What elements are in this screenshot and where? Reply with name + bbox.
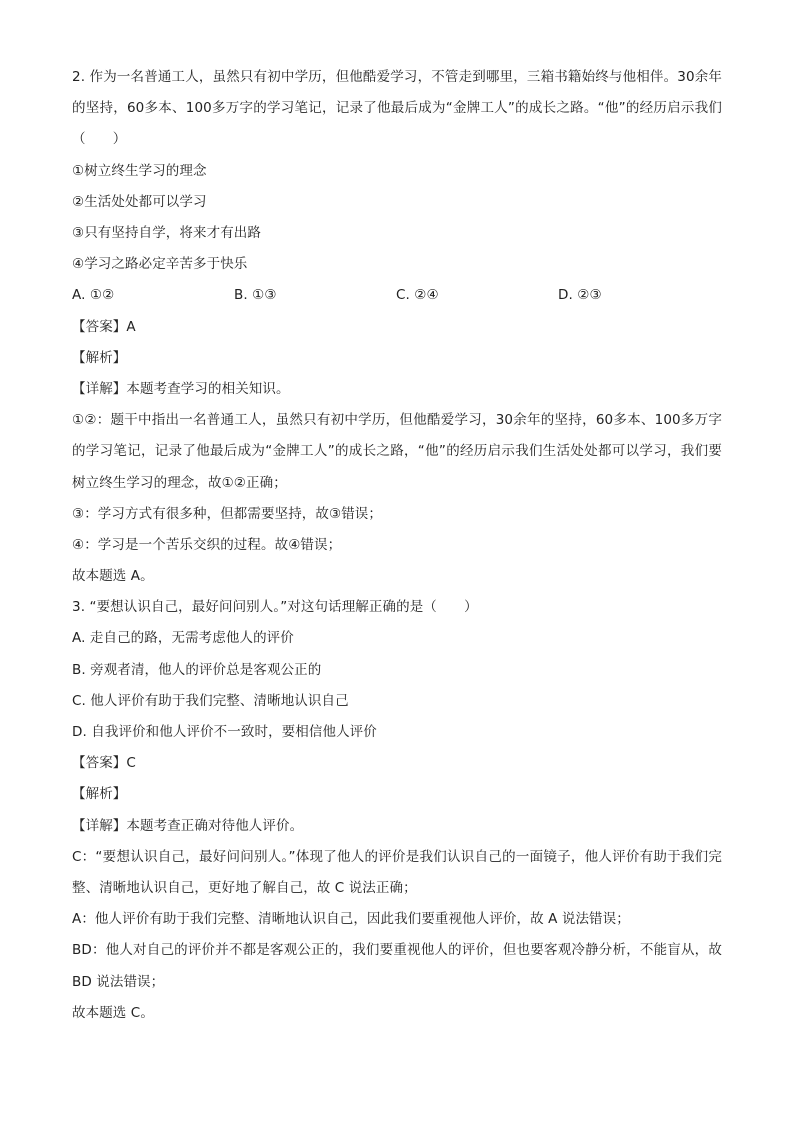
detail-tag: 【详解】 <box>72 380 127 397</box>
question-3-conclusion: 故本题选 C。 <box>72 1004 154 1021</box>
question-2-answer <box>72 312 722 343</box>
question-2-statement-2: ②生活处处都可以学习 <box>72 193 207 210</box>
document-page <box>72 62 722 1029</box>
question-2-analysis-heading: 【解析】 <box>72 349 127 366</box>
answer-tag: 【答案】 <box>72 318 127 335</box>
detail-intro-text: 本题考查学习的相关知识。 <box>126 380 290 397</box>
question-2-stem: 2. 作为一名普通工人，虽然只有初中学历，但他酷爱学习，不管走到哪里，三箱书籍始终与他相伴。30余年的坚持，60多本、100多万字的学习笔记，记录了他最后成为“金牌工人”的成长之路。“他”的经历启示我们（ ） <box>72 69 722 148</box>
answer-tag: 【答案】 <box>72 755 127 772</box>
detail-tag: 【详解】 <box>72 817 127 834</box>
detail-intro-text: 本题考查正确对待他人评价。 <box>126 817 304 834</box>
question-2-option-b: B. ①③ <box>234 287 277 304</box>
question-3-option-c: C. 他人评价有助于我们完整、清晰地认识自己 <box>72 692 349 709</box>
question-2-conclusion: 故本题选 A。 <box>72 568 154 585</box>
question-3-stem: 3. “要想认识自己，最好问问别人。”对这句话理解正确的是（ ） <box>72 599 478 616</box>
question-2-option-c: C. ②④ <box>396 287 439 304</box>
question-2-detail-intro <box>72 374 722 405</box>
answer-value: C <box>126 755 136 772</box>
answer-value: A <box>126 318 136 335</box>
question-2-detail-3: ④：学习是一个苦乐交织的过程。故④错误； <box>72 536 342 553</box>
question-3-option-d: D. 自我评价和他人评价不一致时，要相信他人评价 <box>72 724 377 741</box>
question-3-detail-3: BD：他人对自己的评价并不都是客观公正的，我们要重视他人的评价，但也要客观冷静分析，不能盲从，故 BD 说法错误； <box>72 942 722 990</box>
question-2-options <box>72 280 722 311</box>
question-2-detail-1: ①②：题干中指出一名普通工人，虽然只有初中学历，但他酷爱学习，30余年的坚持，60多本、100多万字的学习笔记，记录了他最后成为“金牌工人”的成长之路，“他”的经历启示我们生活处处都可以学习，我们要树立终生学习的理念，故①②正确； <box>72 412 722 491</box>
question-2-statement-3: ③只有坚持自学，将来才有出路 <box>72 224 262 241</box>
question-3-option-a: A. 走自己的路，无需考虑他人的评价 <box>72 630 294 647</box>
question-2-statement-1: ①树立终生学习的理念 <box>72 162 207 179</box>
question-2-detail-2: ③：学习方式有很多种，但都需要坚持，故③错误； <box>72 505 383 522</box>
question-3-detail-intro <box>72 811 722 842</box>
question-2-option-d: D. ②③ <box>558 287 602 304</box>
question-2-option-a: A. ①② <box>72 287 115 304</box>
question-3-analysis-heading: 【解析】 <box>72 786 127 803</box>
question-3-detail-2: A：他人评价有助于我们完整、清晰地认识自己，因此我们要重视他人评价，故 A 说法错误； <box>72 911 630 928</box>
question-3-detail-1: C：“要想认识自己，最好问问别人。”体现了他人的评价是我们认识自己的一面镜子，他人评价有助于我们完整、清晰地认识自己，更好地了解自己，故 C 说法正确； <box>72 848 722 896</box>
question-2-statement-4: ④学习之路必定辛苦多于快乐 <box>72 256 248 273</box>
question-3-answer <box>72 748 722 779</box>
question-3-option-b: B. 旁观者清，他人的评价总是客观公正的 <box>72 661 322 678</box>
